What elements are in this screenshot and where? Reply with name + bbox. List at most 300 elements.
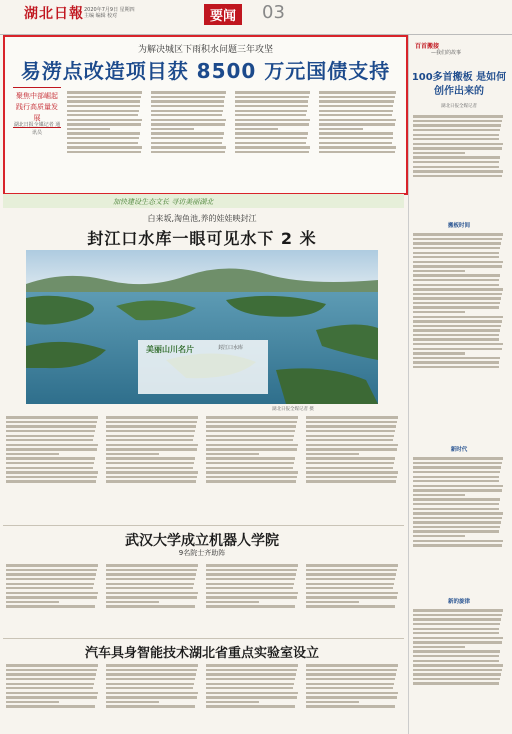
body-text-line [106, 573, 196, 575]
body-text-line [319, 91, 396, 93]
body-text-line [6, 569, 97, 571]
body-text-line [413, 494, 465, 496]
body-text-line [106, 439, 193, 441]
body-text-line [413, 238, 502, 240]
body-text-line [206, 583, 294, 585]
body-text-line [106, 678, 195, 680]
body-text-line [306, 578, 395, 580]
body-text-line [206, 453, 259, 455]
body-text-line [235, 146, 310, 148]
fourth-body-column [306, 662, 402, 730]
body-text-line [413, 641, 502, 643]
body-text-line [306, 683, 394, 685]
body-text-line [206, 664, 298, 666]
body-text-line [306, 673, 396, 675]
body-text-line [235, 128, 278, 130]
banner-text: 加快建设生态文长 寻访美丽湖北 [113, 198, 214, 206]
body-text-line [206, 596, 297, 598]
body-text-line [206, 701, 259, 703]
body-text-line [235, 151, 309, 153]
body-text-line [306, 453, 359, 455]
body-text-line [413, 329, 500, 331]
body-text-line [206, 587, 293, 589]
second-story-kicker: 白来坂,淘鱼池,养的娃娃映封江 [147, 214, 257, 223]
body-text-line [206, 471, 298, 473]
body-text-line [206, 696, 297, 698]
body-text-line [235, 105, 308, 107]
lead-body-column [319, 89, 399, 187]
body-text-line [306, 601, 359, 603]
body-text-line [106, 683, 194, 685]
body-text-line [6, 430, 95, 432]
fourth-body-column [106, 662, 202, 730]
fourth-story-headline: 汽车具身智能技术湖北省重点实验室设立 [84, 646, 319, 661]
body-text-line [106, 696, 197, 698]
body-text-line [306, 457, 395, 459]
body-text-line [106, 605, 195, 607]
body-text-line [413, 650, 500, 652]
body-text-line [206, 673, 296, 675]
second-story-headline: 封江口水库一眼可见水下 2 米 [87, 229, 317, 248]
body-text-line [319, 96, 395, 98]
body-text-line [235, 100, 308, 102]
body-text-line [6, 683, 94, 685]
body-text-line [6, 701, 59, 703]
body-text-line [67, 128, 110, 130]
body-text-line [67, 91, 142, 93]
body-text-line [413, 261, 503, 263]
body-text-line [413, 655, 499, 657]
body-text-line [306, 430, 395, 432]
body-text-line [67, 137, 139, 139]
body-text-line [413, 535, 465, 537]
body-text-line [6, 664, 98, 666]
body-text-line [67, 146, 142, 148]
body-text-line [306, 701, 359, 703]
sidebar-body [413, 455, 507, 595]
body-text-line [413, 325, 501, 327]
body-text-line [6, 476, 97, 478]
body-text-line [106, 421, 197, 423]
body-text-line [413, 678, 500, 680]
body-text-line [206, 421, 297, 423]
body-text-line [413, 485, 503, 487]
body-text-line [413, 618, 501, 620]
body-text-line [306, 564, 398, 566]
body-text-line [206, 439, 293, 441]
body-text-line [6, 471, 98, 473]
body-text-line [413, 175, 502, 177]
body-text-line [413, 129, 500, 131]
body-text-line [413, 348, 502, 350]
third-body-column [6, 562, 102, 636]
body-text-line [413, 646, 465, 648]
masthead [0, 0, 512, 35]
body-text-line [319, 114, 392, 116]
body-text-line [306, 687, 393, 689]
body-text-line [6, 605, 95, 607]
body-text-line [206, 592, 298, 594]
body-text-line [151, 151, 225, 153]
sidebar-logo: 百首搬接 [415, 43, 440, 50]
body-text-line [206, 430, 295, 432]
body-text-line [319, 151, 395, 153]
body-text-line [206, 573, 296, 575]
body-text-line [206, 462, 294, 464]
body-text-line [413, 311, 465, 313]
body-text-line [206, 687, 293, 689]
sidebar-section-head: 搬板时间 [447, 223, 470, 229]
body-text-line [151, 137, 223, 139]
body-text-line [319, 137, 393, 139]
body-text-line [206, 601, 259, 603]
body-text-line [151, 123, 225, 125]
body-text-line [413, 143, 503, 145]
body-text-line [106, 601, 159, 603]
body-text-line [106, 444, 198, 446]
body-text-line [6, 596, 97, 598]
body-text-line [106, 480, 196, 482]
body-text-line [106, 569, 197, 571]
body-text-line [206, 480, 296, 482]
body-text-line [413, 256, 499, 258]
body-text-line [306, 569, 397, 571]
body-text-line [413, 293, 502, 295]
body-text-line [413, 512, 503, 514]
body-text-line [106, 416, 198, 418]
body-text-line [106, 596, 197, 598]
body-text-line [206, 705, 295, 707]
body-text-line [413, 614, 502, 616]
body-text-line [151, 146, 226, 148]
body-text-line [6, 696, 97, 698]
body-text-line [206, 416, 298, 418]
body-text-line [106, 476, 197, 478]
body-text-line [6, 435, 94, 437]
body-text-line [6, 587, 93, 589]
body-text-line [106, 425, 196, 427]
body-text-line [413, 517, 502, 519]
body-text-line [306, 596, 397, 598]
body-text-line [413, 156, 500, 158]
body-text-line [6, 678, 95, 680]
body-text-line [306, 435, 394, 437]
third-body-column [306, 562, 402, 636]
body-text-line [306, 444, 398, 446]
body-text-line [413, 115, 503, 117]
body-text-line [413, 124, 501, 126]
body-text-line [413, 161, 499, 163]
body-text-line [206, 569, 297, 571]
section-label: 要闻 [204, 4, 242, 25]
body-text-line [319, 119, 396, 121]
body-text-line [106, 448, 197, 450]
body-text-line [319, 100, 394, 102]
body-text-line [413, 334, 499, 336]
body-text-line [6, 687, 93, 689]
body-text-line [413, 521, 501, 523]
body-text-line [206, 448, 297, 450]
third-body-column [106, 562, 202, 636]
body-text-line [413, 138, 499, 140]
body-text-line [413, 297, 501, 299]
lead-story-kicker: 为解决城区下雨积水问题三年攻坚 [137, 45, 273, 55]
body-text-line [306, 583, 394, 585]
body-text-line [106, 564, 198, 566]
lead-byline: 湖北日报全媒记者 通讯员 [13, 122, 61, 136]
body-text-line [67, 105, 140, 107]
body-text-line [106, 673, 196, 675]
body-text-line [6, 462, 94, 464]
body-text-line [306, 448, 397, 450]
body-text-line [413, 279, 499, 281]
body-text-line [413, 120, 502, 122]
fourth-body-column [206, 662, 302, 730]
body-text-line [106, 467, 193, 469]
body-text-line [6, 421, 97, 423]
pull-quote: 聚焦中部崛起 践行高质量发展 [13, 87, 61, 128]
newspaper-logo: 湖北日報 [24, 6, 84, 22]
body-text-line [413, 637, 503, 639]
body-text-line [151, 114, 222, 116]
body-text-line [413, 669, 502, 671]
body-text-line [106, 462, 194, 464]
fourth-body-column [6, 662, 102, 730]
body-text-line [67, 110, 139, 112]
sidebar-title: 100多首搬板 是如何创作出来的 [411, 72, 507, 97]
second-body-column [106, 414, 202, 522]
body-text-line [106, 457, 195, 459]
body-text-line [6, 457, 95, 459]
body-text-line [235, 142, 306, 144]
divider [3, 525, 404, 526]
body-text-line [413, 476, 499, 478]
overlay-subtitle: 封江口水库 [218, 345, 244, 351]
body-text-line [413, 466, 501, 468]
body-text-line [413, 471, 500, 473]
body-text-line [319, 105, 393, 107]
body-text-line [6, 448, 97, 450]
body-text-line [106, 687, 193, 689]
body-text-line [67, 114, 138, 116]
body-text-line [319, 110, 393, 112]
sidebar-body [413, 231, 507, 441]
lead-story-box [3, 35, 408, 195]
body-text-line [151, 119, 226, 121]
body-text-line [235, 110, 307, 112]
body-text-line [413, 252, 499, 254]
body-text-line [319, 132, 393, 134]
body-text-line [206, 457, 295, 459]
body-text-line [413, 302, 500, 304]
body-text-line [206, 578, 295, 580]
green-banner [3, 194, 404, 208]
body-text-line [106, 701, 159, 703]
body-text-line [67, 142, 138, 144]
body-text-line [413, 306, 499, 308]
body-text-line [6, 592, 98, 594]
body-text-line [413, 152, 465, 154]
body-text-line [6, 705, 95, 707]
body-text-line [413, 632, 499, 634]
body-text-line [306, 467, 393, 469]
body-text-line [106, 430, 195, 432]
lead-story-headline: 易涝点改造项目获 8500 万元国债支持 [20, 59, 391, 83]
third-body-column [206, 562, 302, 636]
body-text-line [6, 692, 98, 694]
body-text-line [235, 114, 306, 116]
body-text-line [106, 453, 159, 455]
body-text-line [413, 357, 500, 359]
body-text-line [413, 366, 499, 368]
body-text-line [413, 361, 499, 363]
body-text-line [151, 100, 224, 102]
body-text-line [319, 128, 363, 130]
body-text-line [235, 119, 310, 121]
body-text-line [413, 233, 503, 235]
body-text-line [306, 425, 396, 427]
body-text-line [206, 669, 297, 671]
body-text-line [413, 540, 503, 542]
body-text-line [151, 105, 224, 107]
body-text-line [413, 170, 503, 172]
lead-body-column [67, 89, 145, 187]
body-text-line [206, 435, 294, 437]
body-text-line [106, 471, 198, 473]
second-body-column [306, 414, 402, 522]
body-text-line [319, 142, 392, 144]
body-text-line [6, 444, 98, 446]
body-text-line [306, 480, 396, 482]
body-text-line [413, 544, 502, 546]
body-text-line [306, 669, 397, 671]
body-text-line [106, 705, 195, 707]
body-text-line [413, 343, 503, 345]
body-text-line [67, 100, 140, 102]
body-text-line [413, 462, 502, 464]
body-text-line [67, 96, 141, 98]
body-text-line [306, 421, 397, 423]
body-text-line [413, 284, 499, 286]
body-text-line [6, 467, 93, 469]
body-text-line [413, 673, 501, 675]
body-text-line [319, 123, 395, 125]
sidebar-byline: 湖北日报全媒记者 [441, 104, 477, 109]
body-text-line [6, 416, 98, 418]
lead-body-column [151, 89, 229, 187]
body-text-line [67, 119, 142, 121]
body-text-line [206, 467, 293, 469]
body-text-line [413, 338, 499, 340]
body-text-line [67, 123, 141, 125]
body-text-line [6, 673, 96, 675]
body-text-line [106, 664, 198, 666]
body-text-line [413, 247, 500, 249]
lead-body-column [235, 89, 313, 187]
body-text-line [206, 605, 295, 607]
body-text-line [413, 623, 500, 625]
body-text-line [413, 682, 499, 684]
body-text-line [151, 96, 225, 98]
body-text-line [206, 444, 298, 446]
body-text-line [306, 696, 397, 698]
body-text-line [413, 609, 503, 611]
body-text-line [306, 605, 395, 607]
body-text-line [413, 628, 499, 630]
body-text-line [106, 587, 193, 589]
body-text-line [306, 439, 393, 441]
body-text-line [235, 123, 309, 125]
body-text-line [413, 526, 500, 528]
body-text-line [235, 132, 308, 134]
body-text-line [413, 316, 503, 318]
body-text-line [306, 587, 393, 589]
body-text-line [206, 476, 297, 478]
divider [3, 638, 404, 639]
body-text-line [206, 692, 298, 694]
sidebar-body [413, 607, 507, 729]
body-text-line [413, 288, 503, 290]
body-text-line [6, 583, 94, 585]
page-number: 03 [262, 2, 285, 23]
body-text-line [413, 489, 502, 491]
body-text-line [306, 476, 397, 478]
body-text-line [413, 320, 502, 322]
sidebar-body [413, 113, 507, 213]
body-text-line [206, 425, 296, 427]
body-text-line [106, 435, 194, 437]
body-text-line [306, 573, 396, 575]
body-text-line [413, 265, 502, 267]
body-text-line [6, 480, 96, 482]
body-text-line [6, 578, 95, 580]
photo-overlay-card [138, 340, 268, 394]
body-text-line [106, 592, 198, 594]
body-text-line [413, 498, 500, 500]
body-text-line [413, 274, 500, 276]
body-text-line [413, 530, 499, 532]
date-line: 2020年7月9日 星期四 主编 编辑 校对 [84, 7, 135, 19]
body-text-line [106, 669, 197, 671]
body-text-line [306, 692, 398, 694]
third-story-kicker: 9名院士齐助阵 [178, 549, 226, 557]
body-text-line [106, 583, 194, 585]
photo-caption: 湖北日报全媒记者 摄 [272, 407, 314, 412]
body-text-line [319, 146, 396, 148]
body-text-line [151, 110, 223, 112]
body-text-line [306, 705, 395, 707]
body-text-line [151, 142, 222, 144]
body-text-line [413, 352, 465, 354]
sidebar [408, 35, 509, 734]
sidebar-section-head: 新的旋律 [447, 599, 470, 605]
body-text-line [206, 678, 295, 680]
overlay-title: 美丽山川名片 [146, 345, 194, 354]
second-body-column [6, 414, 102, 522]
body-text-line [413, 270, 465, 272]
body-text-line [235, 91, 310, 93]
body-text-line [6, 425, 96, 427]
body-text-line [413, 480, 499, 482]
body-text-line [413, 134, 499, 136]
body-text-line [6, 453, 59, 455]
sidebar-section-head: 新时代 [450, 447, 468, 453]
body-text-line [413, 242, 501, 244]
third-story-headline: 武汉大学成立机器人学院 [125, 533, 279, 549]
body-text-line [6, 669, 97, 671]
body-text-line [206, 564, 298, 566]
body-text-line [235, 96, 309, 98]
